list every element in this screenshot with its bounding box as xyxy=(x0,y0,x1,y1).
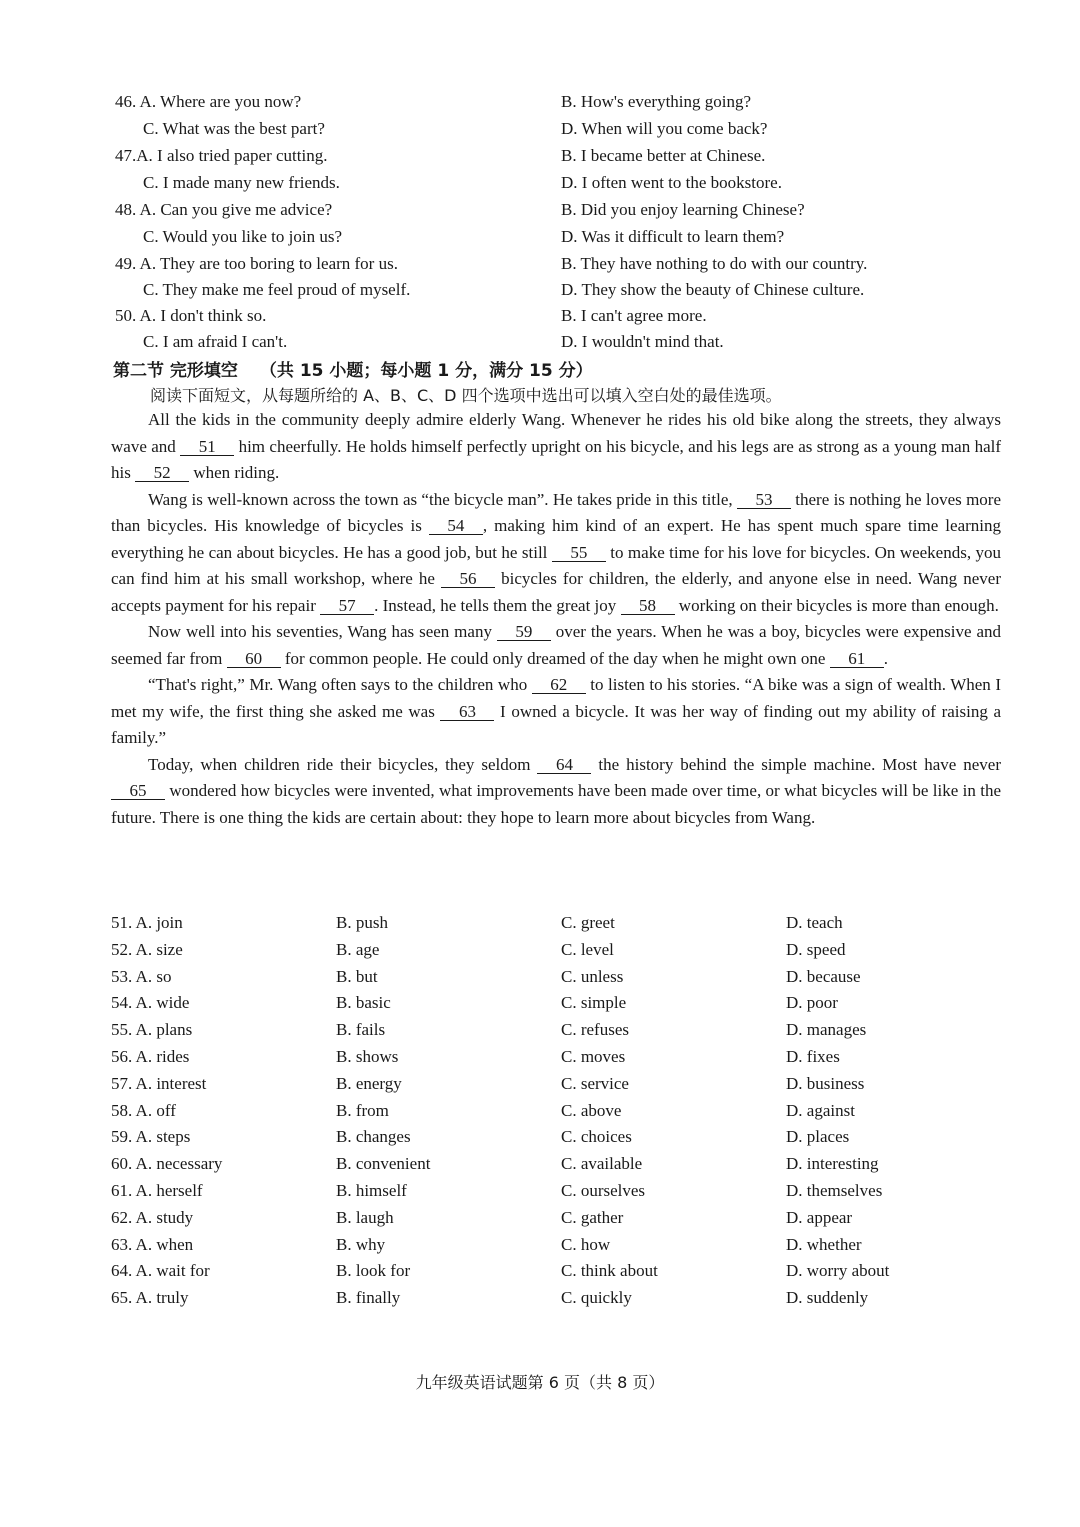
option-53-d: D. because xyxy=(786,966,861,986)
blank-61: 61 xyxy=(830,650,884,668)
answer-option: D. Was it difficult to learn them? xyxy=(561,227,785,246)
option-51-a: 51. A. join xyxy=(111,913,183,932)
passage-text: bicycles for children, the elderly, and anyone else in need. Wang never accepts payment for his repair xyxy=(111,569,1002,615)
section-header xyxy=(113,356,593,381)
option-64-b: B. look for xyxy=(336,1261,411,1281)
option-55-c: C. refuses xyxy=(561,1020,629,1040)
option-55-d: D. manages xyxy=(786,1020,867,1040)
answer-option: 49. A. They are too boring to learn for us. xyxy=(115,254,398,273)
blank-64: 64 xyxy=(537,756,591,774)
option-54-c: C. simple xyxy=(561,993,627,1013)
option-60-a: 60. A. necessary xyxy=(111,1154,223,1174)
answer-option: C. I made many new friends. xyxy=(143,173,340,192)
passage-paragraph-5 xyxy=(111,752,1001,832)
passage-text: the history behind the simple machine. Most have never xyxy=(598,754,1001,774)
answer-option: C. Would you like to join us? xyxy=(143,227,343,246)
answer-option: D. I often went to the bookstore. xyxy=(561,173,782,192)
option-61-d: D. themselves xyxy=(786,1181,883,1200)
option-51-d: D. teach xyxy=(786,913,843,932)
option-63-d: D. whether xyxy=(786,1234,862,1254)
option-62-d: D. appear xyxy=(786,1207,853,1227)
passage-text: him cheerfully. He holds himself perfectly upright on his bicycle, and his legs are as strong as a young man half his xyxy=(111,436,1002,482)
passage-paragraph-4 xyxy=(111,672,1001,752)
option-56-b: B. shows xyxy=(336,1047,399,1066)
answer-option: B. I became better at Chinese. xyxy=(561,146,766,165)
option-61-a: 61. A. herself xyxy=(111,1181,203,1200)
cloze-passage xyxy=(111,407,1001,831)
blank-55: 55 xyxy=(552,544,606,562)
passage-text: wondered how bicycles were invented, what improvements have been made over time, or what bicycles will be like in the future. There is one thing the kids are certain about: they hope to learn more about bicycles from Wang. xyxy=(111,781,1001,827)
option-52-d: D. speed xyxy=(786,939,846,959)
option-54-d: D. poor xyxy=(786,993,838,1013)
passage-text: All the kids in the community deeply admire elderly Wang. Whenever he rides his old bike along the streets, they always wave and xyxy=(111,410,1001,456)
passage-text: , making him kind of an expert. He has spent much spare time learning everything he can about bicycles. He has a good job, but he still xyxy=(111,516,1001,562)
blank-54: 54 xyxy=(429,517,483,535)
option-56-c: C. moves xyxy=(561,1047,626,1066)
option-61-c: C. ourselves xyxy=(561,1181,646,1200)
passage-text: Wang is well-known across the town as “the bicycle man”. He takes pride in this title, xyxy=(148,489,733,509)
answer-option: 47.A. I also tried paper cutting. xyxy=(115,146,328,165)
passage-text: to listen to his stories. “A bike was a sign of wealth. When I met my wife, the first thing she asked me was xyxy=(111,675,1001,721)
answer-option: D. When will you come back? xyxy=(561,119,768,138)
answer-option: 50. A. I don't think so. xyxy=(115,306,267,325)
passage-text: Now well into his seventies, Wang has seen many xyxy=(148,622,492,641)
option-53-b: B. but xyxy=(336,966,378,986)
option-63-a: 63. A. when xyxy=(111,1234,194,1254)
option-63-c: C. how xyxy=(561,1234,611,1254)
option-64-d: D. worry about xyxy=(786,1261,890,1281)
passage-text: over the years. When he was a boy, bicycles were expensive and seemed far from xyxy=(111,622,1001,668)
answer-option: B. I can't agree more. xyxy=(561,306,707,325)
option-62-b: B. laugh xyxy=(336,1207,394,1227)
option-59-c: C. choices xyxy=(561,1127,632,1147)
option-58-a: 58. A. off xyxy=(111,1100,176,1120)
passage-text: I owned a bicycle. It was her way of finding out my ability of raising a family.” xyxy=(111,701,1002,747)
passage-text: there is nothing he loves more than bicycles. His knowledge of bicycles is xyxy=(111,489,1002,535)
answer-option: 46. A. Where are you now? xyxy=(115,92,302,111)
passage-text: Today, when children ride their bicycles, they seldom xyxy=(148,754,531,774)
option-60-d: D. interesting xyxy=(786,1154,879,1174)
option-51-c: C. greet xyxy=(561,913,615,932)
blank-57: 57 xyxy=(320,597,374,615)
option-57-d: D. business xyxy=(786,1073,865,1093)
answer-option: D. I wouldn't mind that. xyxy=(561,332,724,351)
answer-option: B. Did you enjoy learning Chinese? xyxy=(561,200,805,219)
passage-text: when riding. xyxy=(193,463,280,482)
answer-option: C. I am afraid I can't. xyxy=(143,332,288,351)
blank-53: 53 xyxy=(737,491,791,509)
blank-51: 51 xyxy=(180,438,234,456)
option-60-c: C. available xyxy=(561,1154,643,1174)
option-57-b: B. energy xyxy=(336,1073,402,1093)
answer-option: B. They have nothing to do with our country. xyxy=(561,254,868,273)
option-56-d: D. fixes xyxy=(786,1047,840,1066)
blank-60: 60 xyxy=(227,650,281,668)
option-62-c: C. gather xyxy=(561,1207,624,1227)
option-51-b: B. push xyxy=(336,913,388,932)
option-59-b: B. changes xyxy=(336,1127,411,1147)
answer-option: D. They show the beauty of Chinese culture. xyxy=(561,280,865,299)
passage-text: to make time for his love for bicycles. On weekends, you can find him at his small workshop, where he xyxy=(111,542,1002,588)
passage-text: working on their bicycles is more than enough. xyxy=(678,595,999,615)
section-instruction: 阅读下面短文，从每题所给的 A、B、C、D 四个选项中选出可以填入空白处的最佳选项。 xyxy=(150,386,782,405)
passage-text: . Instead, he tells them the great joy xyxy=(374,595,617,615)
option-60-b: B. convenient xyxy=(336,1154,431,1174)
option-64-c: C. think about xyxy=(561,1261,658,1281)
option-57-a: 57. A. interest xyxy=(111,1073,207,1093)
option-53-a: 53. A. so xyxy=(111,966,172,986)
option-59-a: 59. A. steps xyxy=(111,1127,191,1147)
blank-56: 56 xyxy=(441,570,495,588)
option-56-a: 56. A. rides xyxy=(111,1047,190,1066)
option-58-d: D. against xyxy=(786,1100,855,1120)
blank-52: 52 xyxy=(135,464,189,482)
option-54-b: B. basic xyxy=(336,993,391,1013)
option-52-a: 52. A. size xyxy=(111,939,183,959)
option-54-a: 54. A. wide xyxy=(111,993,190,1013)
answer-option: C. What was the best part? xyxy=(143,119,325,138)
passage-paragraph-1 xyxy=(111,407,1001,487)
answer-option: 48. A. Can you give me advice? xyxy=(115,200,333,219)
passage-text: for common people. He could only dreamed of the day when he might own one xyxy=(284,648,826,668)
blank-59: 59 xyxy=(497,623,551,641)
answer-option: B. How's everything going? xyxy=(561,92,752,111)
blank-58: 58 xyxy=(621,597,675,615)
blank-62: 62 xyxy=(532,676,586,694)
option-52-b: B. age xyxy=(336,939,380,959)
option-64-a: 64. A. wait for xyxy=(111,1261,210,1281)
passage-text: . xyxy=(883,648,888,668)
section-score: （共 15 小题；每小题 1 分，满分 15 分） xyxy=(259,361,593,381)
option-52-c: C. level xyxy=(561,939,614,959)
option-65-c: C. quickly xyxy=(561,1288,632,1308)
option-65-a: 65. A. truly xyxy=(111,1288,189,1308)
blank-63: 63 xyxy=(440,703,494,721)
option-59-d: D. places xyxy=(786,1127,850,1147)
option-65-b: B. finally xyxy=(336,1288,401,1308)
option-53-c: C. unless xyxy=(561,966,624,986)
passage-text: “That's right,” Mr. Wang often says to the children who xyxy=(148,675,528,694)
option-63-b: B. why xyxy=(336,1234,386,1254)
page-footer: 九年级英语试题第 6 页（共 8 页） xyxy=(415,1373,665,1392)
option-58-c: C. above xyxy=(561,1100,622,1120)
option-58-b: B. from xyxy=(336,1100,389,1120)
option-55-a: 55. A. plans xyxy=(111,1020,193,1040)
blank-65: 65 xyxy=(111,782,165,800)
answer-option: C. They make me feel proud of myself. xyxy=(143,280,411,299)
passage-paragraph-2 xyxy=(111,487,1001,620)
passage-paragraph-3 xyxy=(111,619,1001,672)
option-57-c: C. service xyxy=(561,1073,629,1093)
option-61-b: B. himself xyxy=(336,1181,407,1200)
option-65-d: D. suddenly xyxy=(786,1288,869,1308)
option-62-a: 62. A. study xyxy=(111,1207,194,1227)
section-title: 第二节 完形填空 xyxy=(113,361,238,381)
option-55-b: B. fails xyxy=(336,1020,386,1040)
